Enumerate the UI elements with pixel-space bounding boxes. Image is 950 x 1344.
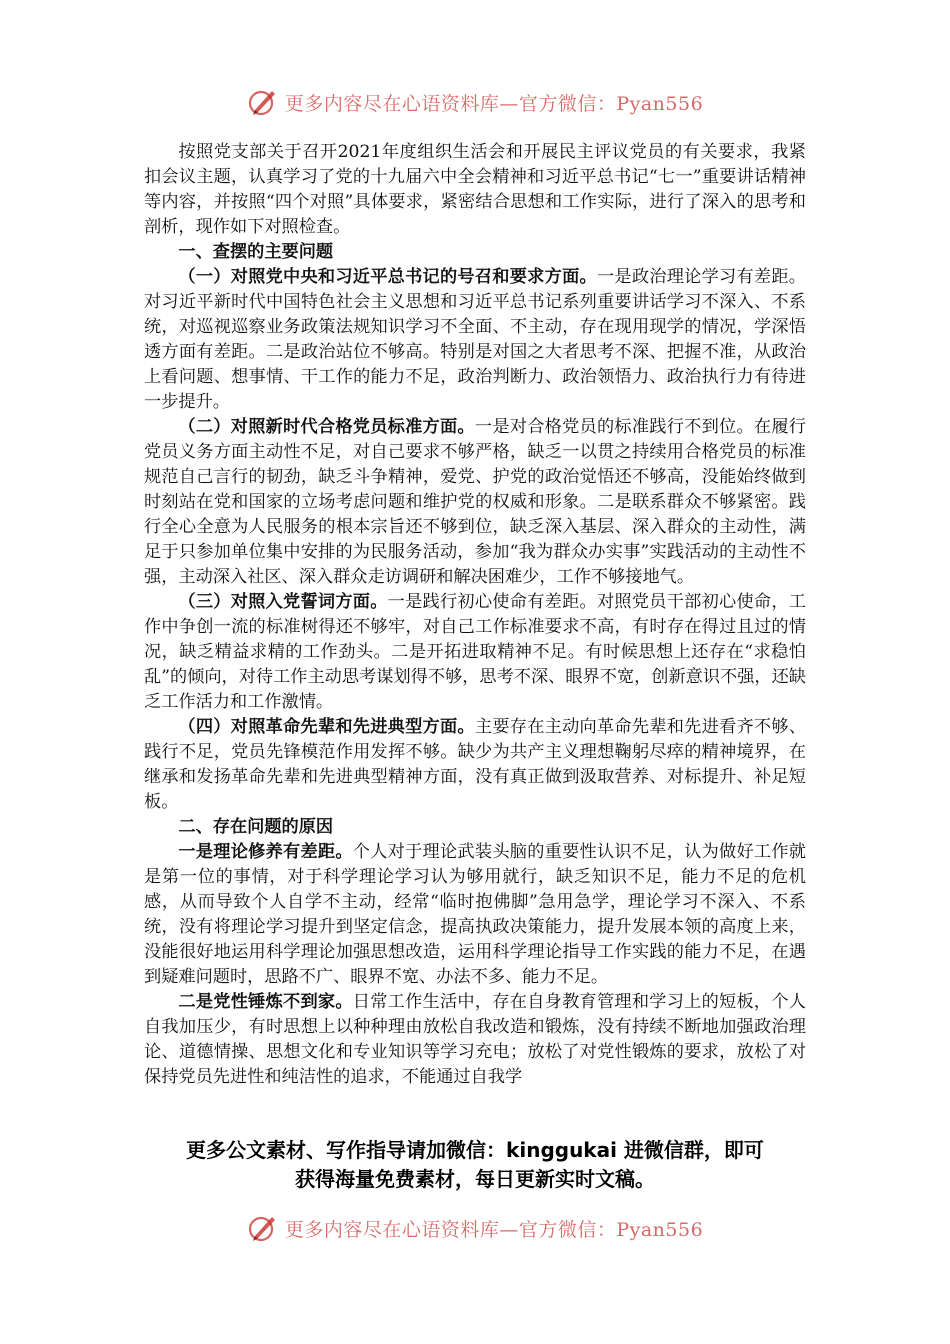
promo-line-2: 获得海量免费素材，每日更新实时文稿。 <box>295 1167 655 1191</box>
promo-line-1: 更多公文素材、写作指导请加微信：kinggukai 进微信群，即可 <box>186 1138 764 1162</box>
pen-emblem-icon <box>247 1212 279 1244</box>
paragraph-cause-1: 一是理论修养有差距。个人对于理论武装头脑的重要性认识不足，认为做好工作就是第一位的事情，对于科学理论学习认为够用就行，缺乏知识不足，能力不足的危机感，从而导致个人自学不主动，经常“临时抱佛脚”急用急学，理论学习不深入、不系统，没有将理论学习提升到坚定信念，提高执政决策能力，提升发展本领的高度上来，没能很好地运用科学理论加强思想改造，运用科学理论指导工作实践的能力不足，在遇到疑难问题时，思路不广、眼界不宽、办法不多、能力不足。 <box>144 842 806 987</box>
section-heading-problems: 一、查摆的主要问题 <box>178 242 334 262</box>
paragraph-intro: 按照党支部关于召开2021年度组织生活会和开展民主评议党员的有关要求，我紧扣会议主题，认真学习了党的十九届六中全会精神和习近平总书记“七一”重要讲话精神等内容，并按照“四个对照”具体要求，紧密结合思想和工作实际，进行了深入的思考和剖析，现作如下对照检查。 <box>144 142 806 237</box>
paragraph-lead: （三）对照入党誓词方面。 <box>178 592 388 612</box>
paragraph-lead: （二）对照新时代合格党员标准方面。 <box>178 417 475 437</box>
footer-watermark-banner <box>0 1208 950 1248</box>
paragraph-lead: 一是理论修养有差距。 <box>178 842 353 862</box>
paragraph-lead: 二是党性锤炼不到家。 <box>178 992 353 1012</box>
header-watermark-banner <box>0 82 950 122</box>
paragraph-item-3: （三）对照入党誓词方面。一是践行初心使命有差距。对照党员干部初心使命，工作中争创一流的标准树得还不够牢，对自己工作标准要求不高，有时存在得过且过的情况，缺乏精益求精的工作劲头。二是开拓进取精神不足。有时候思想上还存在“求稳怕乱”的倾向，对待工作主动思考谋划得不够，思考不深、眼界不宽，创新意识不强，还缺乏工作活力和工作激情。 <box>144 592 806 712</box>
paragraph-item-1: （一）对照党中央和习近平总书记的号召和要求方面。一是政治理论学习有差距。对习近平新时代中国特色社会主义思想和习近平总书记系列重要讲话学习不深入、不系统，对巡视巡察业务政策法规知识学习不全面、不主动，存在现用现学的情况，学深悟透方面有差距。二是政治站位不够高。特别是对国之大者思考不深、把握不准，从政治上看问题、想事情、干工作的能力不足，政治判断力、政治领悟力、政治执行力有待进一步提升。 <box>144 267 806 412</box>
paragraph-item-2: （二）对照新时代合格党员标准方面。一是对合格党员的标准践行不到位。在履行党员义务方面主动性不足，对自己要求不够严格，缺乏一以贯之持续用合格党员的标准规范自己言行的韧劲，缺乏斗争精神，爱党、护党的政治觉悟还不够高，没能始终做到时刻站在党和国家的立场考虑问题和维护党的权威和形象。二是联系群众不够紧密。践行全心全意为人民服务的根本宗旨还不够到位，缺乏深入基层、深入群众的主动性，满足于只参加单位集中安排的为民服务活动，参加“我为群众办实事”实践活动的主动性不强，主动深入社区、深入群众走访调研和解决困难少，工作不够接地气。 <box>144 417 806 587</box>
paragraph-cause-2: 二是党性锤炼不到家。日常工作生活中，存在自身教育管理和学习上的短板，个人自我加压少，有时思想上以种种理由放松自我改造和锻炼，没有持续不断地加强政治理论、道德情操、思想文化和专业知识等学习充电；放松了对党性锻炼的要求，放松了对保持党员先进性和纯洁性的追求，不能通过自我学 <box>144 992 806 1087</box>
document-body <box>144 140 806 1090</box>
watermark-text: 更多内容尽在心语资料库—官方微信：Pyan556 <box>284 92 704 115</box>
watermark-text: 更多内容尽在心语资料库—官方微信：Pyan556 <box>284 1218 704 1241</box>
section-heading-causes: 二、存在问题的原因 <box>178 817 334 837</box>
promo-notice <box>0 1136 950 1194</box>
paragraph-lead: （四）对照革命先辈和先进典型方面。 <box>178 717 475 737</box>
paragraph-lead: （一）对照党中央和习近平总书记的号召和要求方面。 <box>178 267 597 287</box>
paragraph-item-4: （四）对照革命先辈和先进典型方面。主要存在主动向革命先辈和先进看齐不够、践行不足，党员先锋模范作用发挥不够。缺少为共产主义理想鞠躬尽瘁的精神境界，在继承和发扬革命先辈和先进典型精神方面，没有真正做到汲取营养、对标提升、补足短板。 <box>144 717 806 812</box>
pen-emblem-icon <box>247 86 279 118</box>
